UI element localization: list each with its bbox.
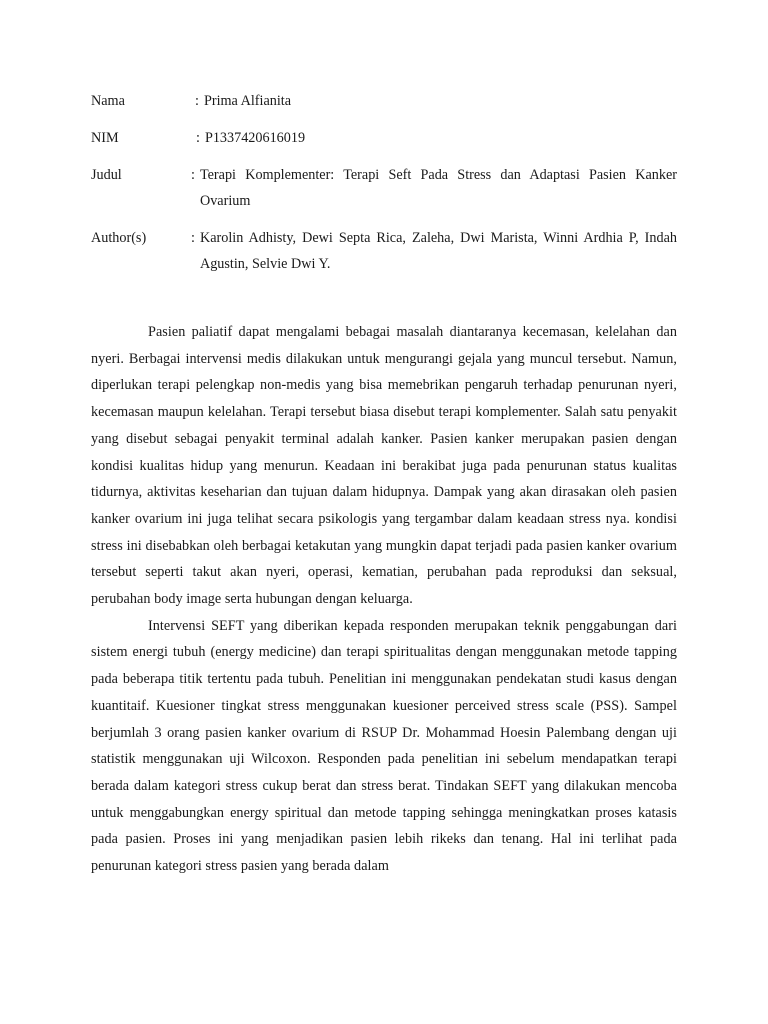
document-page [91,88,677,880]
meta-label: Judul [91,167,122,183]
paragraph: Intervensi SEFT yang diberikan kepada responden merupakan teknik penggabungan dari sistem energi tubuh (energy medicine) dan terapi spiritualitas dengan menggunakan metode tapping pada beberapa titik tertentu pada tubuh. Penelitian ini menggunakan pendekatan studi kasus dengan kuantitaif. Kuesioner tingkat stress menggunakan kuesioner perceived stress scale (PSS). Sampel berjumlah 3 orang pasien kanker ovarium di RSUP Dr. Mohammad Hoesin Palembang dengan uji statistik menggunakan uji Wilcoxon. Responden pada penelitian ini sebelum mendapatkan terapi berada dalam kategori stress cukup berat dan stress berat. Tindakan SEFT yang dilakukan mencoba untuk menggabungkan energy spiritual dan metode tapping sehingga meningkatkan proses katasis pada pasien. Proses ini yang menjadikan pasien lebih rikeks dan tenang. Hal ini terlihat pada penurunan kategori stress pasien yang berada dalam [91,617,677,875]
meta-label: Author(s) [91,230,147,246]
meta-value-name: Prima Alfianita [203,93,292,109]
meta-row-nama [91,88,677,114]
meta-row-authors [91,225,677,277]
meta-row-judul [91,162,677,214]
meta-label: NIM [91,130,119,146]
body-text [91,319,677,880]
meta-separator: : [191,230,195,246]
meta-row-nim [91,125,677,151]
meta-label: Nama [91,93,125,109]
paragraph: Pasien paliatif dapat mengalami bebagai masalah diantaranya kecemasan, kelelahan dan nyeri. Berbagai intervensi medis dilakukan untuk mengurangi gejala yang muncul tersebut. Namun, diperlukan terapi pelengkap non-medis yang bisa memebrikan pengaruh terhadap penurunan nyeri, kecemasan maupun kelelahan. Terapi tersebut biasa disebut terapi komplementer. Salah satu penyakit yang disebut sebagai penyakit terminal adalah kanker. Pasien kanker merupakan pasien dengan kondisi kualitas hidup yang menurun. Keadaan ini berakibat juga pada penurunan status kualitas tidurnya, aktivitas keseharian dan tujuan dalam hidupnya. Dampak yang akan dirasakan oleh pasien kanker ovarium ini juga telihat secara psikologis yang tergambar dalam keadaan stress nya. kondisi stress ini disebabkan oleh berbagai ketakutan yang mungkin dapat terjadi pada pasien kanker ovarium tersebut seperti takut akan nyeri, operasi, kematian, perubahan pada reproduksi dan seksual, perubahan body image serta hubungan dengan keluarga. [91,324,677,608]
meta-block [91,88,677,277]
meta-separator: : [191,167,195,183]
meta-value-nim: P1337420616019 [204,130,306,146]
meta-separator: : [196,130,200,146]
meta-separator: : [195,93,199,109]
meta-value-title: Terapi Komplementer: Terapi Seft Pada Stress dan Adaptasi Pasien Kanker Ovarium [199,167,677,209]
meta-value-authors: Karolin Adhisty, Dewi Septa Rica, Zaleha, Dwi Marista, Winni Ardhia P, Indah Agustin, Selvie Dwi Y. [199,230,677,272]
